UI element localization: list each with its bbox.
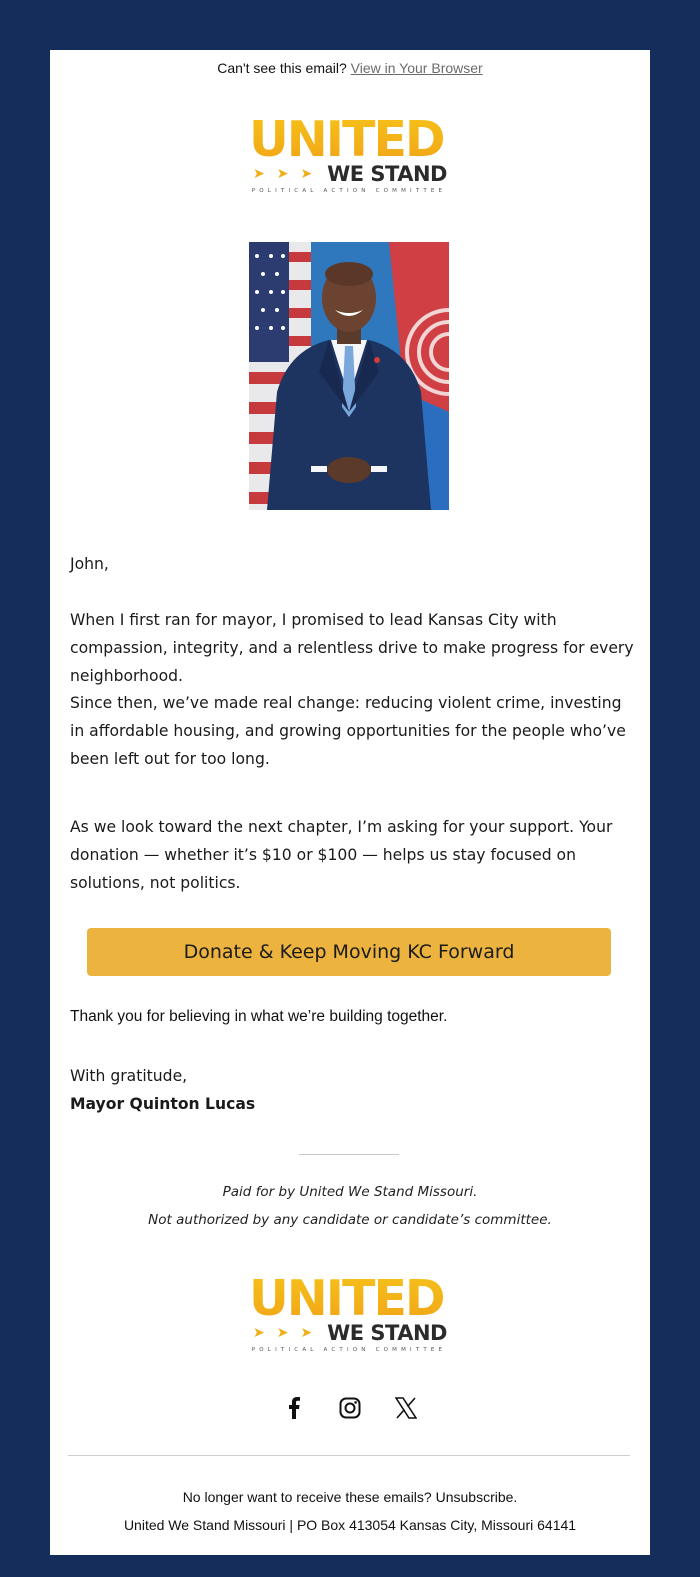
footer-divider — [68, 1455, 630, 1456]
thank-you-line: Thank you for believing in what we’re building together. — [70, 1008, 448, 1025]
united-we-stand-logo — [249, 111, 449, 196]
letter-paragraph-3: As we look toward the next chapter, I’m asking for your support. Your donation — whether it’s $10 or $100 — helps us stay focused on solutions, not politics. — [70, 818, 613, 892]
donate-button[interactable]: Donate & Keep Moving KC Forward — [87, 928, 611, 976]
logo-chevrons: ➤➤➤ — [253, 1325, 325, 1341]
paid-for-disclaimer: Paid for by United We Stand Missouri. — [222, 1184, 478, 1200]
logo-pac-subtitle: POLITICAL ACTION COMMITTEE — [251, 1347, 447, 1353]
signature: Mayor Quinton Lucas — [70, 1095, 256, 1113]
mayor-portrait-photo — [249, 242, 449, 510]
email-card — [50, 50, 650, 1555]
not-authorized-disclaimer: Not authorized by any candidate or candidate’s committee. — [148, 1212, 552, 1228]
view-in-browser-line — [50, 60, 650, 76]
letter-paragraph-1: When I first ran for mayor, I promised to lead Kansas City with compassion, integrity, and a relentless drive to make progress for every neighborhood. — [70, 611, 634, 685]
letter-greeting: John, — [70, 555, 109, 573]
instagram-icon[interactable] — [338, 1396, 362, 1420]
logo-united-word: UNITED — [249, 1270, 444, 1327]
mailing-address: United We Stand Missouri | PO Box 413054 Kansas City, Missouri 64141 — [123, 1517, 577, 1533]
signoff: With gratitude, — [70, 1067, 188, 1085]
view-in-browser-link[interactable]: View in Your Browser — [350, 60, 483, 76]
cant-see-text: Can't see this email? — [217, 60, 347, 76]
unsubscribe-line[interactable] — [50, 1489, 650, 1505]
divider — [299, 1154, 399, 1155]
logo-pac-subtitle: POLITICAL ACTION COMMITTEE — [251, 188, 447, 194]
facebook-icon[interactable] — [282, 1396, 306, 1420]
letter-paragraph-2: Since then, we’ve made real change: reducing violent crime, investing in affordable housing, and growing opportunities for the people who’ve been left out for too long. — [70, 694, 626, 768]
logo-we-stand: WE STAND — [327, 1321, 447, 1345]
logo-united-word: UNITED — [249, 111, 444, 168]
logo-chevrons: ➤➤➤ — [253, 166, 325, 182]
social-links — [50, 1396, 650, 1420]
logo-we-stand: WE STAND — [327, 162, 447, 186]
x-icon[interactable] — [394, 1396, 418, 1420]
footer-logo — [249, 1270, 449, 1355]
unsubscribe-text[interactable]: No longer want to receive these emails? Unsubscribe. — [182, 1489, 518, 1505]
